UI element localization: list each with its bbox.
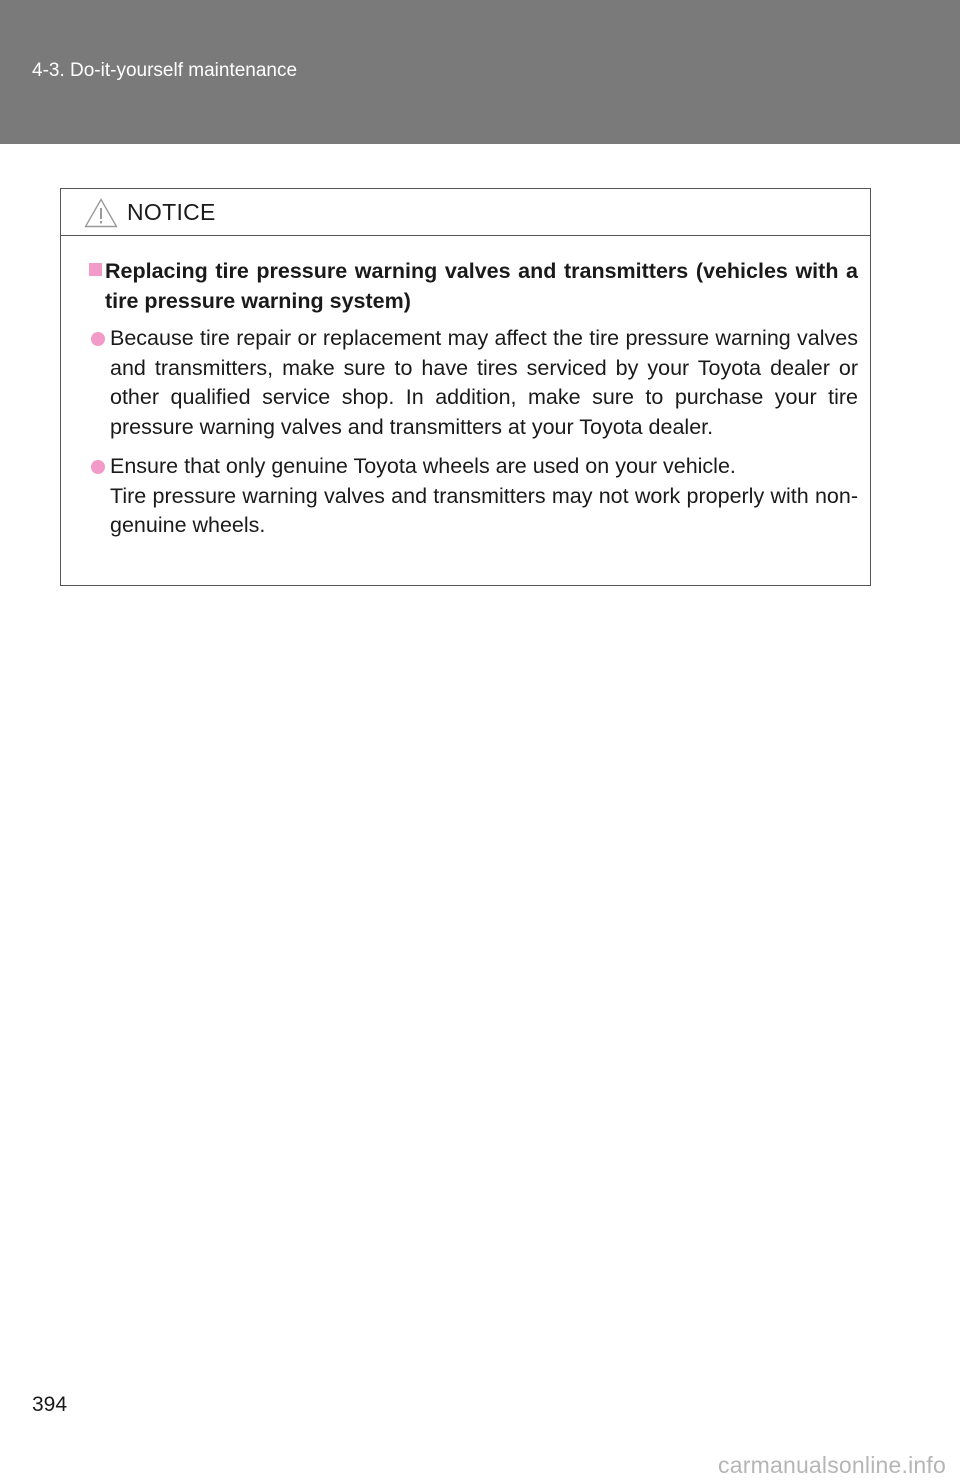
circle-bullet-icon xyxy=(91,460,105,474)
notice-item-line: Ensure that only genuine Toyota wheels are used on your vehicle. xyxy=(110,454,736,478)
notice-header xyxy=(61,189,870,236)
notice-item xyxy=(89,324,858,442)
section-title: 4-3. Do-it-yourself maintenance xyxy=(32,60,298,81)
notice-body xyxy=(61,236,870,541)
notice-item-line: Tire pressure warning valves and transmitters may not work properly with non-genuine wheels. xyxy=(110,483,858,537)
square-bullet-icon xyxy=(89,263,102,276)
notice-item-text xyxy=(110,452,858,541)
notice-label: NOTICE xyxy=(127,199,216,225)
watermark: carmanualsonline.info xyxy=(718,1452,946,1478)
notice-section-heading xyxy=(89,256,858,316)
page-number: 394 xyxy=(32,1393,68,1416)
notice-item-text: Because tire repair or replacement may affect the tire pressure warning valves and transmitters, make sure to have tires serviced by your Toyota dealer or other qualified service shop. In addition, make sure to purchase your tire pressure warning valves and transmitters at your Toyota dealer. xyxy=(110,326,858,439)
notice-item xyxy=(89,452,858,541)
notice-box xyxy=(60,188,871,586)
page-header xyxy=(0,0,960,144)
warning-triangle-icon xyxy=(84,198,118,228)
circle-bullet-icon xyxy=(91,332,105,346)
notice-heading-text: Replacing tire pressure warning valves and transmitters (vehicles with a tire pressure warning system) xyxy=(105,259,858,313)
